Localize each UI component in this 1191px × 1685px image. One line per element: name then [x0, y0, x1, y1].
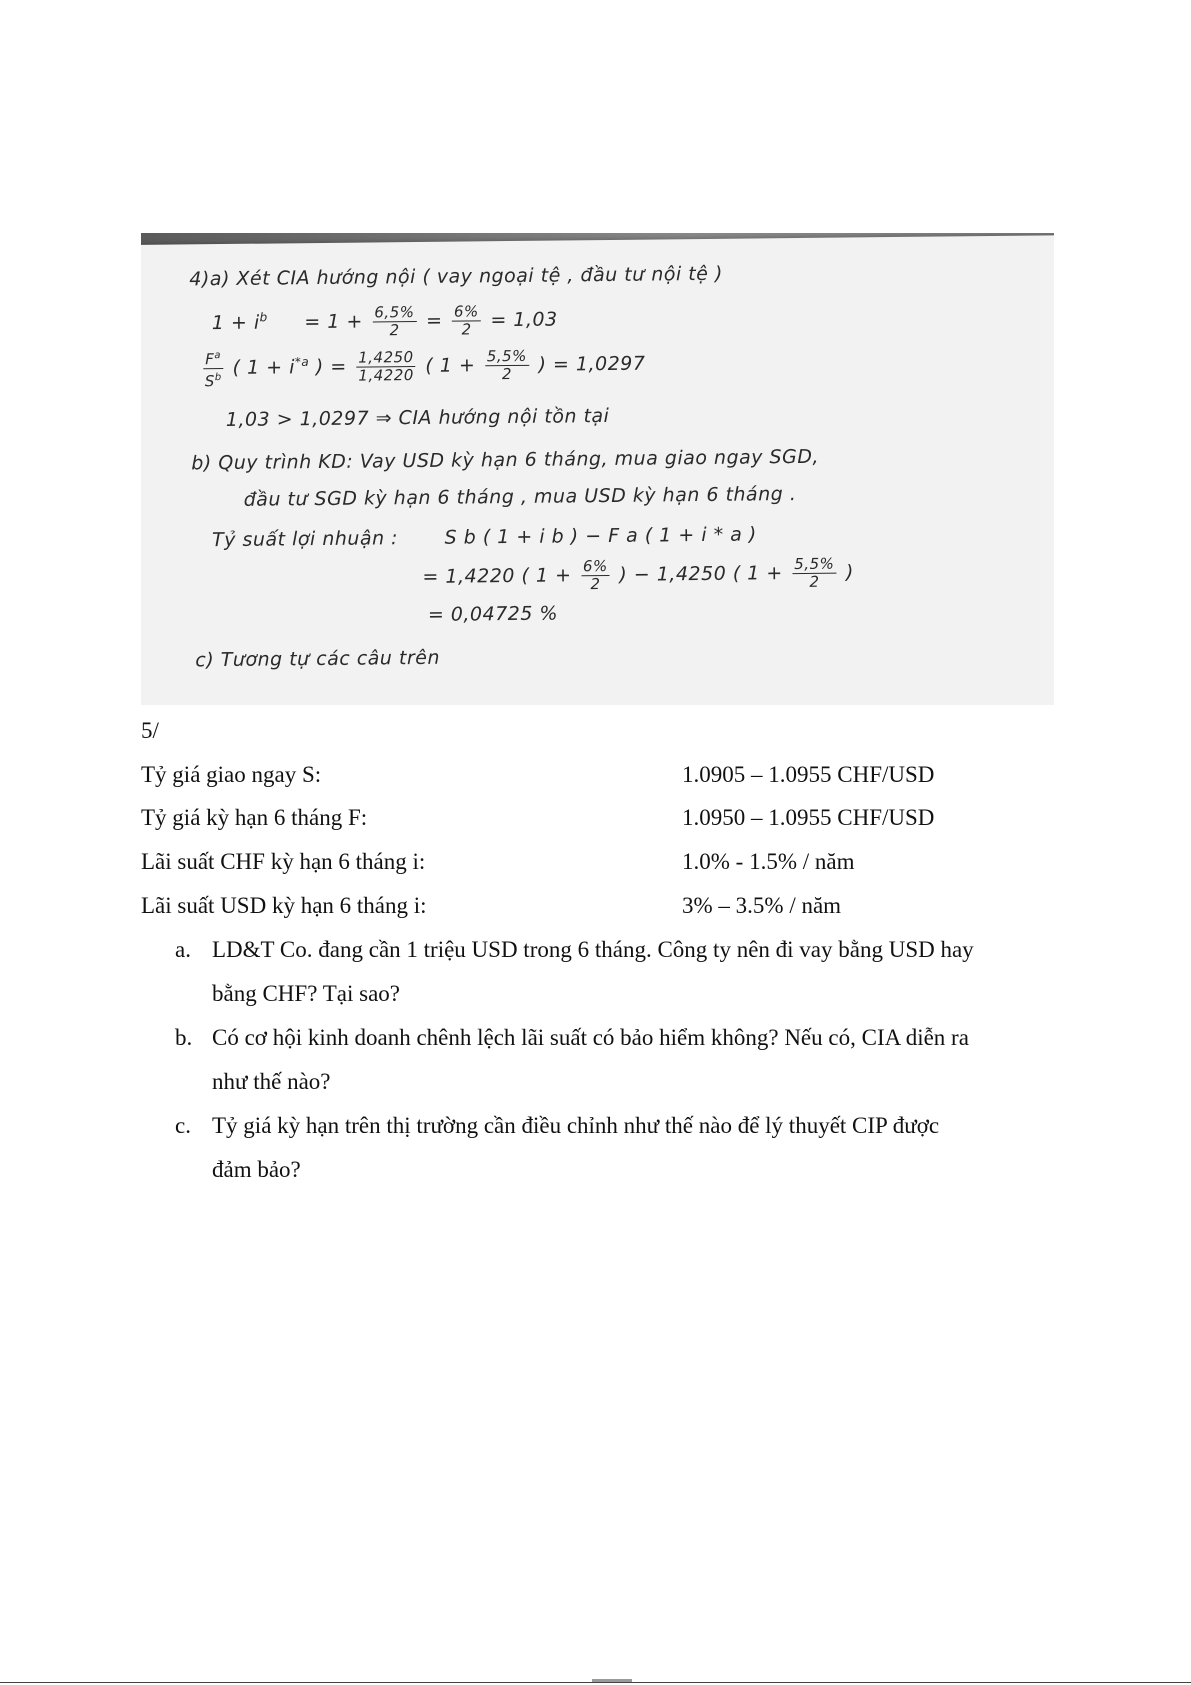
hw-line-9: = 0,04725 %: [427, 602, 559, 626]
paper-sheet: [141, 235, 1054, 705]
row-label-forward: Tỷ giá kỳ hạn 6 tháng F:: [141, 805, 368, 830]
hw-line-1: 4)a) Xét CIA hướng nội ( vay ngoại tệ , đầu tư nội tệ ): [189, 262, 723, 291]
item-b-letter: b.: [175, 1025, 193, 1050]
hw-line-5: b) Quy trình KD: Vay USD kỳ hạn 6 tháng, mua giao ngay SGD,: [191, 445, 820, 475]
hw-line-8: = 1,4220 ( 1 + $\frac{6\%}{2}$ ) − 1,4250 ( 1 + $\frac{5,5\%}{2}$ ): [422, 554, 855, 594]
item-c-line-2: đảm bảo?: [212, 1157, 301, 1182]
hw-line-3: $\frac{F^a}{S^b}$ ( $1 + i^{*a}$ ) = $\frac{1,4250}{1,4220}$ ( 1 + $\frac{5,5\%}{2}$ ) = 1,0297: [204, 346, 646, 391]
row-label-usd-rate: Lãi suất USD kỳ hạn 6 tháng i:: [141, 893, 427, 918]
item-a-line-2: bằng CHF? Tại sao?: [212, 981, 401, 1006]
page-bottom-mark: [592, 1679, 632, 1682]
item-b-line-1: Có cơ hội kinh doanh chênh lệch lãi suất có bảo hiểm không? Nếu có, CIA diễn ra: [212, 1025, 969, 1050]
hw-line-4: 1,03 > 1,0297 ⇒ CIA hướng nội tồn tại: [225, 404, 610, 431]
handwritten-solution-photo: [141, 233, 1054, 705]
hw-line-6: đầu tư SGD kỳ hạn 6 tháng , mua USD kỳ hạn 6 tháng .: [243, 483, 797, 511]
item-c-letter: c.: [175, 1113, 191, 1138]
row-value-forward: 1.0950 – 1.0955 CHF/USD: [682, 805, 935, 830]
row-value-chf-rate: 1.0% - 1.5% / năm: [682, 849, 855, 874]
row-label-chf-rate: Lãi suất CHF kỳ hạn 6 tháng i:: [141, 849, 426, 874]
hw-line-2: $1 + i^b = 1$ + $\frac{6,5\%}{2}$ = $\frac{6\%}{2}$ = 1,03: [211, 302, 558, 340]
row-label-spot: Tỷ giá giao ngay S:: [141, 762, 322, 787]
row-value-spot: 1.0905 – 1.0955 CHF/USD: [682, 762, 935, 787]
hw-line-7: Tỷ suất lợi nhuận : S b ( 1 + i b ) − F a ( 1 + i * a ): [211, 523, 757, 552]
page-bottom-rule: [0, 1682, 1191, 1683]
item-a-line-1: LD&T Co. đang cần 1 triệu USD trong 6 tháng. Công ty nên đi vay bằng USD hay: [212, 937, 974, 962]
item-c-line-1: Tỷ giá kỳ hạn trên thị trường cần điều chỉnh như thế nào để lý thuyết CIP được: [212, 1113, 940, 1138]
hw-line-10: c) Tương tự các câu trên: [195, 646, 441, 672]
item-b-line-2: như thế nào?: [212, 1069, 331, 1094]
question-number: 5/: [141, 718, 159, 743]
row-value-usd-rate: 3% – 3.5% / năm: [682, 893, 842, 918]
item-a-letter: a.: [175, 937, 191, 962]
